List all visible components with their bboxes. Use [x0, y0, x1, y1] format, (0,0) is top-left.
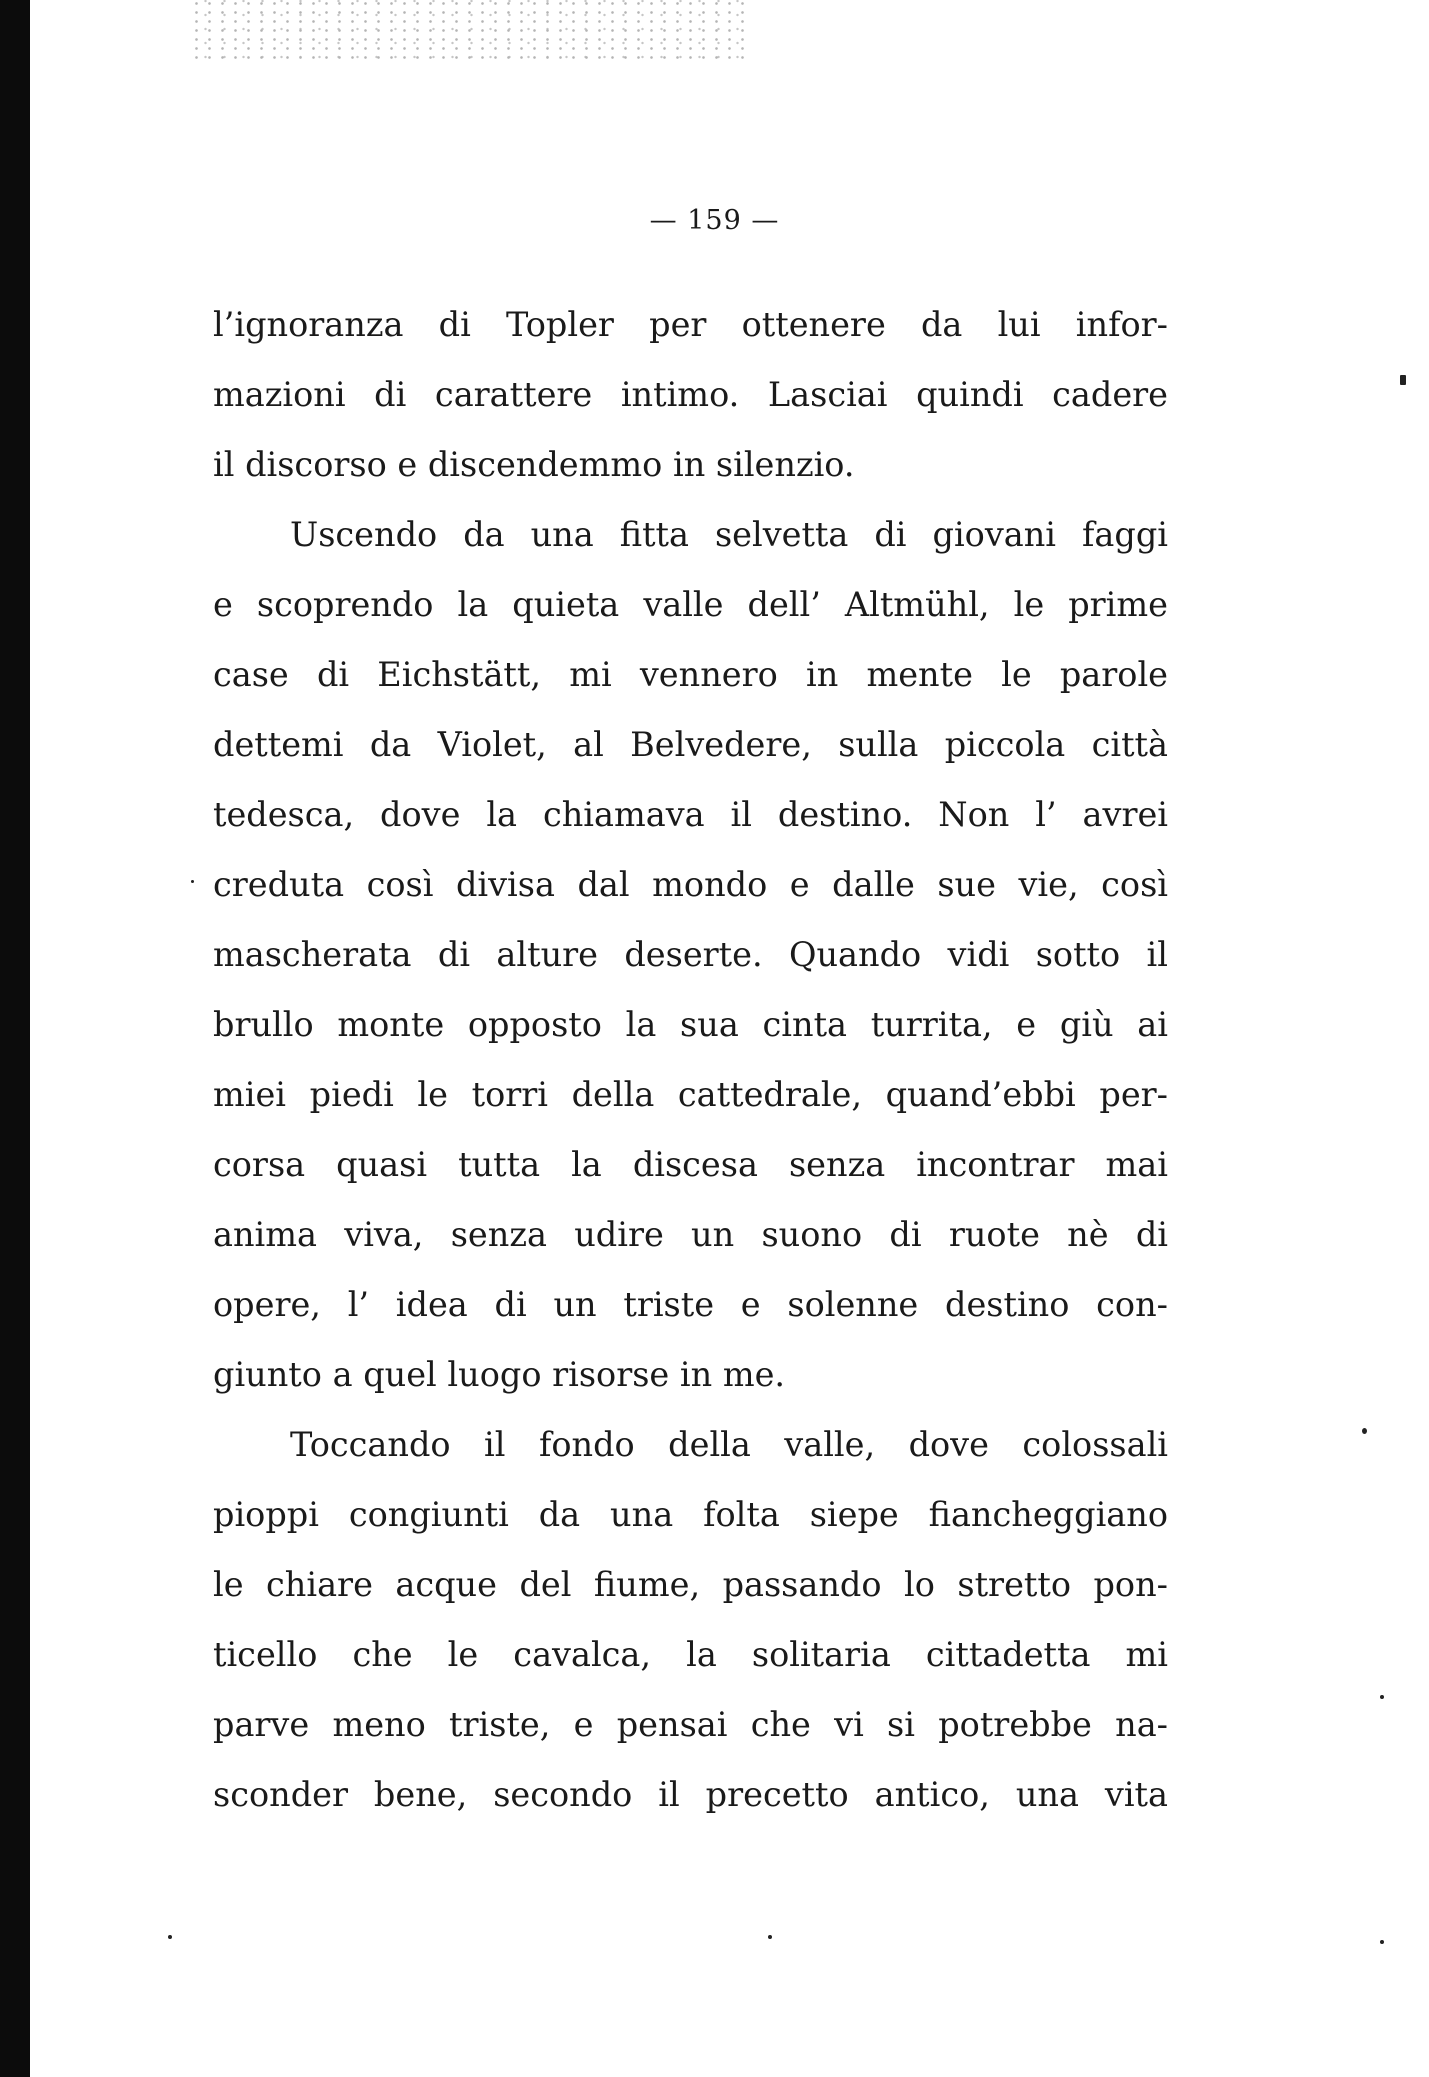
text-line: parve meno triste, e pensai che vi si potrebbe na- — [213, 1705, 1168, 1744]
text-line: giunto a quel luogo risorse in me. — [213, 1355, 786, 1394]
paragraph — [213, 1410, 1168, 1830]
body-text — [213, 290, 1168, 1830]
text-line: mascherata di alture deserte. Quando vidi sotto il — [213, 935, 1168, 974]
text-line: mazioni di carattere intimo. Lasciai quindi cadere — [213, 375, 1168, 414]
page-number: — 159 — — [649, 205, 780, 236]
scan-speck — [168, 1935, 172, 1939]
text-line: case di Eichstätt, mi vennero in mente le parole — [213, 655, 1168, 694]
text-line: Uscendo da una fitta selvetta di giovani faggi — [290, 515, 1168, 554]
text-line: ticello che le cavalca, la solitaria cittadetta mi — [213, 1635, 1168, 1674]
text-line: creduta così divisa dal mondo e dalle sue vie, così — [213, 865, 1168, 904]
paragraph — [213, 500, 1168, 1410]
text-line: tedesca, dove la chiamava il destino. Non l’ avrei — [213, 795, 1168, 834]
scan-speck — [768, 1935, 772, 1939]
scan-speck — [191, 880, 194, 883]
text-line: pioppi congiunti da una folta siepe fiancheggiano — [213, 1495, 1168, 1534]
text-line: corsa quasi tutta la discesa senza incontrar mai — [213, 1145, 1168, 1184]
scan-speck — [1400, 375, 1406, 385]
text-line: le chiare acque del fiume, passando lo stretto pon- — [213, 1565, 1168, 1604]
scan-binding-edge — [0, 0, 30, 2077]
text-line: brullo monte opposto la sua cinta turrita, e giù ai — [213, 1005, 1168, 1044]
text-line: sconder bene, secondo il precetto antico, una vita — [213, 1775, 1168, 1814]
text-line: Toccando il fondo della valle, dove colossali — [290, 1425, 1168, 1464]
scan-speck — [1380, 1940, 1384, 1944]
text-line: anima viva, senza udire un suono di ruote nè di — [213, 1215, 1168, 1254]
scan-speck — [1362, 1428, 1367, 1434]
paragraph — [213, 290, 1168, 500]
text-line: opere, l’ idea di un triste e solenne destino con- — [213, 1285, 1168, 1324]
scan-noise — [190, 0, 750, 60]
text-line: dettemi da Violet, al Belvedere, sulla piccola città — [213, 725, 1168, 764]
text-line: l’ignoranza di Topler per ottenere da lui infor- — [213, 305, 1168, 344]
text-line: e scoprendo la quieta valle dell’ Altmühl, le prime — [213, 585, 1168, 624]
scan-speck — [1380, 1695, 1384, 1699]
text-line: il discorso e discendemmo in silenzio. — [213, 445, 855, 484]
text-line: miei piedi le torri della cattedrale, quand’ebbi per- — [213, 1075, 1168, 1114]
